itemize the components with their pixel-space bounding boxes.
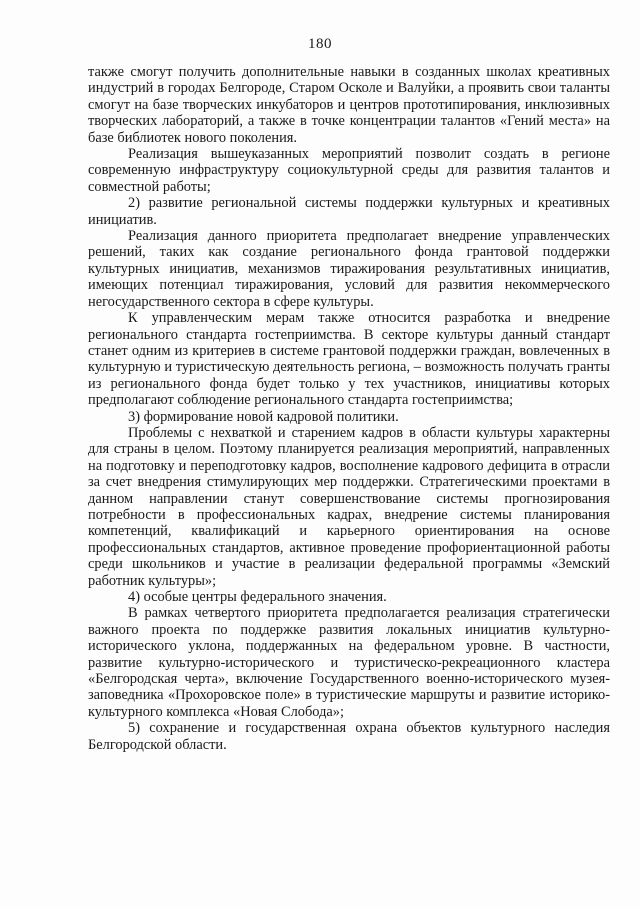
paragraph-continuation: также смогут получить дополнительные навыки в созданных школах креативных индустрий в городах Белгороде, Старом Осколе и Валуйки, а проявить свои таланты смогут на базе творческих инкубаторов и центров прототипирования, инклюзивных творческих лабораторий, а также в точке концентрации талантов «Гений места» на базе библиотек нового поколения. (88, 64, 610, 146)
page-number: 180 (308, 36, 332, 52)
paragraph-management-decisions: Реализация данного приоритета предполагает внедрение управленческих решений, таких как создание регионального фонда грантовой поддержки культурных инициатив, механизмов тиражирования результативных инициатив, имеющих потенциал тиражирования, условий для развития некоммерческого негосударственного сектора в сфере культуры. (88, 228, 610, 310)
list-item-3: 3) формирование новой кадровой политики. (128, 408, 399, 425)
paragraph-hospitality-standard: К управленческим мерам также относится разработка и внедрение регионального стандарта гостеприимства. В секторе культуры данный стандарт станет одним из критериев в системе грантовой поддержки граждан, вовлеченных в культурную и туристическую деятельность региона, – возможность получать гранты из регионального фонда будет только у тех участников, инициативы которых предполагают соблюдение регионального стандарта гостеприимства; (88, 310, 610, 409)
list-item-5: 5) сохранение и государственная охрана объектов культурного наследия Белгородской области. (88, 720, 610, 753)
document-body (88, 64, 610, 753)
list-item-2: 2) развитие региональной системы поддержки культурных и креативных инициатив. (88, 195, 610, 228)
paragraph-federal-centers: В рамках четвертого приоритета предполагается реализация стратегически важного проекта по поддержке развития локальных инициатив культурно-исторического уклона, поддержанных на федеральном уровне. В частности, развитие культурно-исторического и туристическо-рекреационного кластера «Белгородская черта», включение Государственного военно-исторического музея-заповедника «Прохоровское поле» в туристические маршруты и развитие историко-культурного комплекса «Новая Слобода»; (88, 605, 610, 720)
paragraph-personnel: Проблемы с нехваткой и старением кадров в области культуры характерны для страны в целом. Поэтому планируется реализация мероприятий, направленных на подготовку и переподготовку кадров, восполнение кадрового дефицита в отрасли за счет внедрения стимулирующих мер поддержки. Стратегическими проектами в данном направлении станут совершенствование системы прогнозирования потребности в профессиональных кадрах, внедрение системы планирования компетенций, квалификаций и карьерного ориентирования на основе профессиональных стандартов, активное проведение профориентационной работы среди школьников и участие в реализации федеральной программы «Земский работник культуры»; (88, 424, 610, 589)
paragraph-infrastructure: Реализация вышеуказанных мероприятий позволит создать в регионе современную инфраструктуру социокультурной среды для развития талантов и совместной работы; (88, 146, 610, 195)
list-item-4: 4) особые центры федерального значения. (128, 589, 387, 605)
